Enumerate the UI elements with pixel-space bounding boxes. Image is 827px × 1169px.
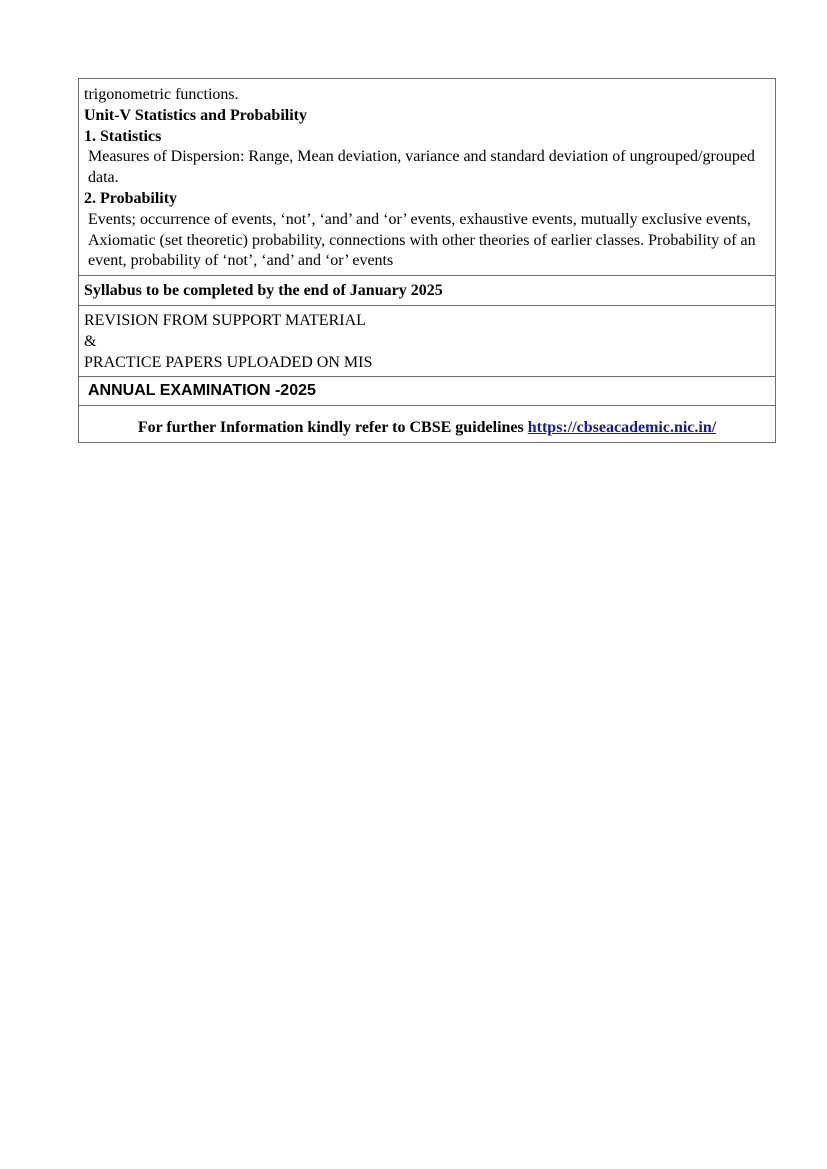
deadline-text: Syllabus to be completed by the end of January 2025: [84, 282, 443, 300]
statistics-text: Measures of Dispersion: Range, Mean deviation, variance and standard deviation of ungrouped/grouped data.: [88, 148, 755, 187]
info-row: [79, 406, 776, 443]
deadline-row: [79, 276, 776, 306]
exam-cell: [79, 377, 776, 406]
content-row: [79, 79, 776, 276]
revision-row: [79, 305, 776, 376]
revision-line-2: &: [84, 332, 97, 350]
exam-heading: ANNUAL EXAMINATION -2025: [88, 382, 316, 400]
unit-heading: Unit-V Statistics and Probability: [84, 106, 307, 124]
info-cell: [79, 406, 776, 443]
cbse-link[interactable]: https://cbseacademic.nic.in/: [527, 419, 717, 437]
probability-text: Events; occurrence of events, ‘not’, ‘and’ and ‘or’ events, exhaustive events, mutually exclusive events, Axiomatic (set theoretic) probability, connections with other theories of earlier classes. Probability of an event, probability of ‘not’, ‘and’ and ‘or’ events: [88, 210, 756, 270]
info-label: For further Information kindly refer to CBSE guidelines: [137, 419, 528, 437]
continuation-text: trigonometric functions.: [84, 86, 239, 103]
syllabus-table: [78, 78, 776, 443]
exam-row: [79, 377, 776, 406]
probability-heading: 2. Probability: [84, 189, 178, 207]
statistics-heading: 1. Statistics: [84, 127, 162, 145]
revision-line-3: PRACTICE PAPERS UPLOADED ON MIS: [84, 353, 373, 371]
revision-line-1: REVISION FROM SUPPORT MATERIAL: [84, 311, 366, 329]
content-cell: [79, 79, 776, 276]
revision-cell: [79, 305, 776, 376]
info-text: [138, 419, 716, 436]
deadline-cell: [79, 276, 776, 306]
